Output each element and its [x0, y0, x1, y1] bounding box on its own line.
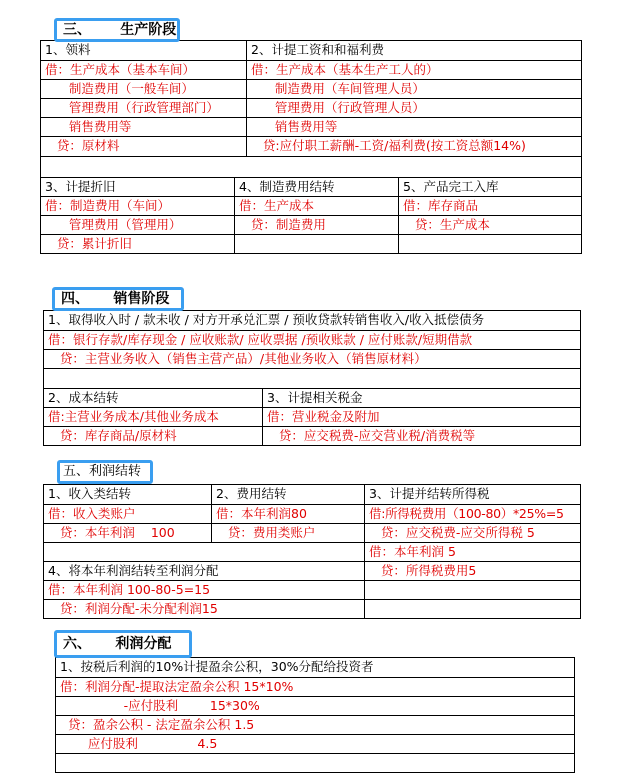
- journal-line: 借:所得税费用（100-80）*25%=5: [364, 505, 580, 523]
- journal-line: 应付股利 4.5: [60, 736, 218, 751]
- journal-line: 贷：应交税费-应交所得税 5: [364, 524, 580, 542]
- journal-line: 借：生产成本（基本生产工人的）: [246, 61, 581, 79]
- journal-line: 借:主营业务成本/其他业务成本: [48, 409, 219, 424]
- journal-line: 贷：应交税费-应交营业税/消费税等: [262, 427, 580, 446]
- journal-line: 借：制造费用（车间）: [45, 198, 171, 213]
- sales-table: [43, 310, 581, 446]
- block-header: 2、费用结转: [211, 485, 364, 504]
- journal-line: 贷：费用类账户: [211, 524, 364, 542]
- journal-line: 贷：累计折旧: [45, 236, 132, 251]
- block-header: 3、计提相关税金: [262, 389, 580, 407]
- block-header: 4、将本年利润结转至利润分配: [48, 563, 219, 578]
- block-header: 3、计提并结转所得税: [364, 485, 580, 504]
- production-table-top: [40, 40, 582, 157]
- journal-line: 管理费用（行政管理人员）: [246, 99, 581, 117]
- journal-line: 销售费用等: [45, 119, 132, 134]
- block-header: 4、制造费用结转: [234, 178, 398, 196]
- block-header: 2、计提工资和和福利费: [246, 41, 581, 60]
- block-header: 1、收入类结转: [48, 486, 131, 501]
- journal-line: 借：本年利润 100-80-5=15: [48, 582, 211, 597]
- block-header: 2、成本结转: [48, 390, 119, 405]
- profit-transfer-table: [43, 484, 581, 619]
- journal-line: 制造费用（车间管理人员）: [246, 80, 581, 98]
- journal-line: 借：收入类账户: [48, 506, 136, 521]
- journal-line: 贷：利润分配-未分配利润15: [48, 601, 218, 616]
- section-title-profit-transfer: 五、利润结转: [57, 460, 153, 484]
- journal-line: 制造费用（一般车间）: [45, 81, 194, 96]
- journal-line: 借：银行存款/库存现金 / 应收账款/ 应收票据 /预收账款 / 应付账款/短期借款: [48, 332, 473, 347]
- journal-line: 管理费用（管理用）: [45, 217, 182, 232]
- section-title-sales: 四、 销售阶段: [52, 287, 184, 311]
- journal-line: 贷：库存商品/原材料: [48, 428, 177, 443]
- block-header: 1、按税后利润的10%计提盈余公积，30%分配给投资者: [60, 659, 374, 674]
- journal-line: 贷：原材料: [45, 138, 120, 153]
- profit-distribution-table: [55, 657, 575, 773]
- journal-line: 贷：本年利润 100: [48, 525, 175, 540]
- journal-line: 借：利润分配-提取法定盈余公积 15*10%: [60, 679, 294, 694]
- journal-line: 贷：主营业务收入（销售主营产品）/其他业务收入（销售原材料）: [48, 351, 427, 366]
- section-title-profit-distribution: 六、 利润分配: [54, 630, 192, 658]
- section-title-production: 三、 生产阶段: [54, 18, 180, 42]
- journal-line: 贷：盈余公积 - 法定盈余公积 1.5: [60, 717, 255, 732]
- journal-line: 借：生产成本（基本车间）: [45, 62, 196, 77]
- journal-line: 贷：所得税费用5: [364, 562, 580, 580]
- journal-line: 管理费用（行政管理部门）: [45, 100, 219, 115]
- journal-line: -应付股利 15*30%: [60, 698, 260, 713]
- journal-line: 借：本年利润 5: [364, 543, 580, 561]
- journal-line: 借：本年利润80: [211, 505, 364, 523]
- journal-line: 借：营业税金及附加: [262, 408, 580, 426]
- journal-line: 贷:应付职工薪酬-工资/福利费(按工资总额14%): [246, 137, 581, 157]
- journal-line: 借：库存商品: [398, 197, 581, 215]
- journal-line: 借：生产成本: [234, 197, 398, 215]
- journal-line: 销售费用等: [246, 118, 581, 136]
- block-header: 5、产品完工入库: [398, 178, 581, 196]
- journal-line: 贷：生产成本: [398, 216, 581, 234]
- production-table-bottom: [40, 156, 582, 254]
- block-header: 1、取得收入时 / 款未收 / 对方开承兑汇票 / 预收贷款转销售收入/收入抵偿债务: [48, 312, 485, 327]
- block-header: 3、计提折旧: [45, 179, 116, 194]
- journal-line: 贷：制造费用: [234, 216, 398, 234]
- block-header: 1、领料: [45, 42, 91, 57]
